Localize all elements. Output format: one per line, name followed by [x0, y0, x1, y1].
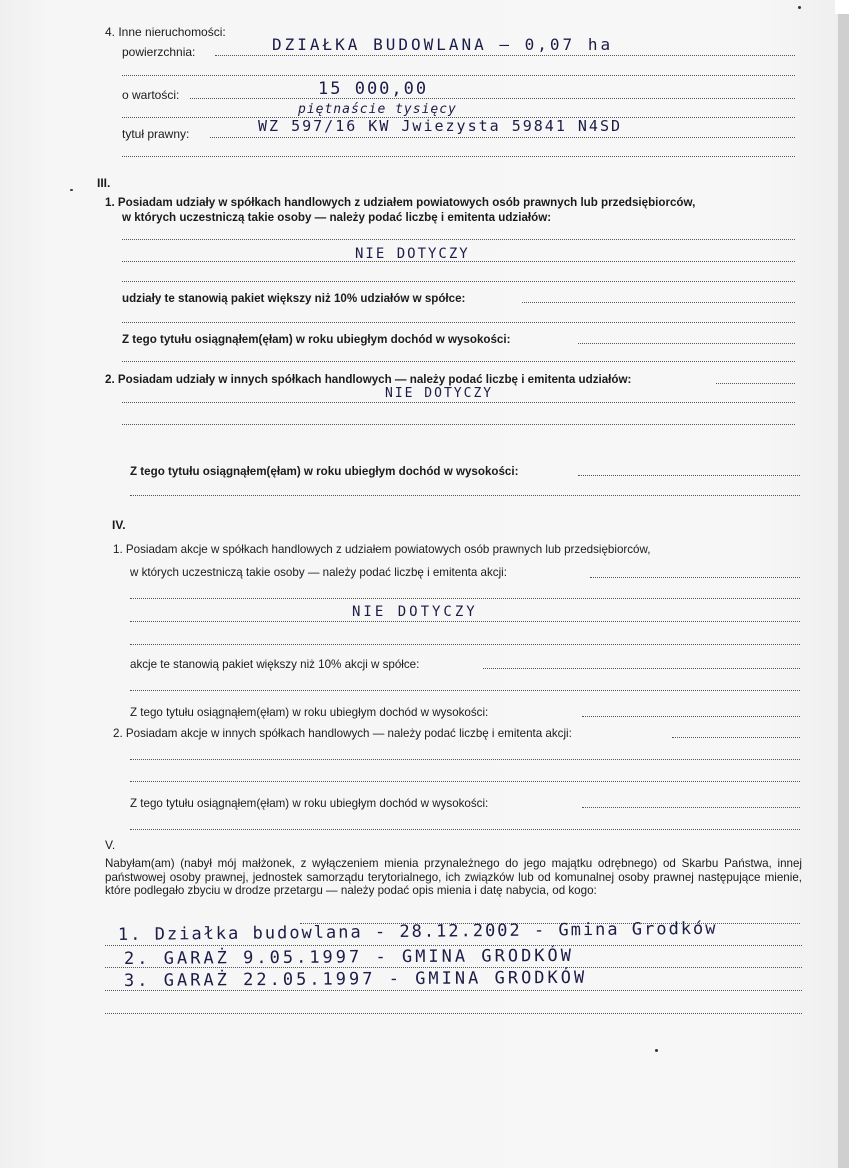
s3-p1-answer-handwritten: NIE DOTYCZY	[355, 246, 470, 262]
dotted-line	[122, 424, 795, 425]
s4-p1-line2: w których uczestniczą takie osoby — należy podać liczbę i emitenta akcji:	[130, 566, 507, 579]
value-label: o wartości:	[122, 88, 180, 102]
dotted-line	[105, 1013, 802, 1014]
s3-p2-answer-handwritten: NIE DOTYCZY	[385, 386, 494, 401]
dotted-line	[130, 829, 800, 830]
acquisition-line-2-handwritten: 2. GARAŻ 9.05.1997 - GMINA GRODKÓW	[123, 945, 575, 969]
dotted-line	[130, 598, 800, 599]
dotted-line	[130, 495, 800, 496]
dotted-line	[122, 239, 795, 240]
dotted-line	[582, 716, 800, 717]
s5-paragraph: Nabyłam(am) (nabył mój małżonek, z wyłączeniem mienia przynależnego do jego majątku odrębnego) od Skarbu Państwa, innej państwowej osoby prawnej, jednostek samorządu terytorialnego, ich związków lub od komunalnej osoby prawnej następujące mienie, które podlegało zbyciu w drodze przetargu — należy podać opis mienia i datę nabycia, od kogo:	[105, 857, 802, 897]
section-4-title: 4. Inne nieruchomości:	[105, 25, 226, 39]
s3-p2-income-label: Z tego tytułu osiągnąłem(ęłam) w roku ubiegłym dochód w wysokości:	[130, 465, 519, 478]
area-label: powierzchnia:	[122, 45, 196, 59]
dotted-line	[210, 137, 795, 138]
dotted-line	[122, 361, 795, 362]
s3-p2-line1: 2. Posiadam udziały w innych spółkach handlowych — należy podać liczbę i emitenta udziałów:	[105, 373, 632, 386]
legal-title-handwritten: WZ 597/16 KW Jwiezysta 59841 N4SD	[258, 117, 623, 135]
area-handwritten: DZIAŁKA BUDOWLANA — 0,07 ha	[272, 35, 614, 54]
value-handwritten: 15 000,00	[318, 79, 429, 99]
dotted-line	[190, 98, 795, 99]
s3-p1-line1: 1. Posiadam udziały w spółkach handlowych z udziałem powiatowych osób prawnych lub przedsiębiorców,	[105, 196, 696, 209]
dotted-line	[122, 322, 795, 323]
value-words-handwritten: piętnaście tysięcy	[298, 102, 457, 117]
scan-corner	[835, 0, 849, 14]
dotted-line	[130, 690, 800, 691]
dotted-line	[578, 475, 800, 476]
dotted-line	[130, 621, 800, 622]
acquisition-line-1-handwritten: 1. Działka budowlana - 28.12.2002 - Gmina Grodków	[117, 918, 718, 945]
dotted-line	[672, 737, 800, 738]
scan-speck	[655, 1049, 658, 1052]
dotted-line	[122, 156, 795, 157]
dotted-line	[215, 55, 795, 56]
legal-title-label: tytuł prawny:	[122, 127, 190, 141]
s4-p2-line1: 2. Posiadam akcje w innych spółkach handlowych — należy podać liczbę i emitenta akcji:	[113, 727, 572, 740]
s4-p1-share-label: akcje te stanowią pakiet większy niż 10% akcji w spółce:	[130, 658, 420, 671]
dotted-line	[130, 759, 800, 760]
section-v-heading: V.	[105, 838, 116, 852]
dotted-line	[122, 281, 795, 282]
dotted-line	[716, 383, 795, 384]
dotted-line	[130, 644, 800, 645]
scan-edge	[838, 0, 849, 1168]
acquisition-line-3-handwritten: 3. GARAŻ 22.05.1997 - GMINA GRODKÓW	[123, 967, 588, 991]
scan-speck	[798, 6, 801, 9]
dotted-line	[130, 781, 800, 782]
dotted-line	[483, 668, 800, 669]
dotted-line	[122, 75, 795, 76]
scan-speck	[70, 189, 73, 191]
section-iii-heading: III.	[97, 176, 111, 190]
dotted-line	[582, 807, 800, 808]
section-iv-heading: IV.	[112, 518, 126, 532]
dotted-line	[522, 302, 795, 303]
s4-p2-income-label: Z tego tytułu osiągnąłem(ęłam) w roku ubiegłym dochód w wysokości:	[130, 797, 489, 810]
s4-p1-line1: 1. Posiadam akcje w spółkach handlowych z udziałem powiatowych osób prawnych lub przedsiębiorców,	[113, 543, 651, 556]
s3-p1-line2: w których uczestniczą takie osoby — należy podać liczbę i emitenta udziałów:	[122, 211, 552, 224]
dotted-line	[590, 577, 800, 578]
dotted-line	[105, 990, 802, 991]
s4-p1-income-label: Z tego tytułu osiągnąłem(ęłam) w roku ubiegłym dochód w wysokości:	[130, 706, 489, 719]
s3-p1-income-label: Z tego tytułu osiągnąłem(ęłam) w roku ubiegłym dochód w wysokości:	[122, 333, 511, 346]
dotted-line	[578, 343, 795, 344]
s3-p1-share-label: udziały te stanowią pakiet większy niż 10% udziałów w spółce:	[122, 292, 466, 305]
s4-p1-answer-handwritten: NIE DOTYCZY	[352, 604, 478, 620]
dotted-line	[122, 402, 795, 403]
